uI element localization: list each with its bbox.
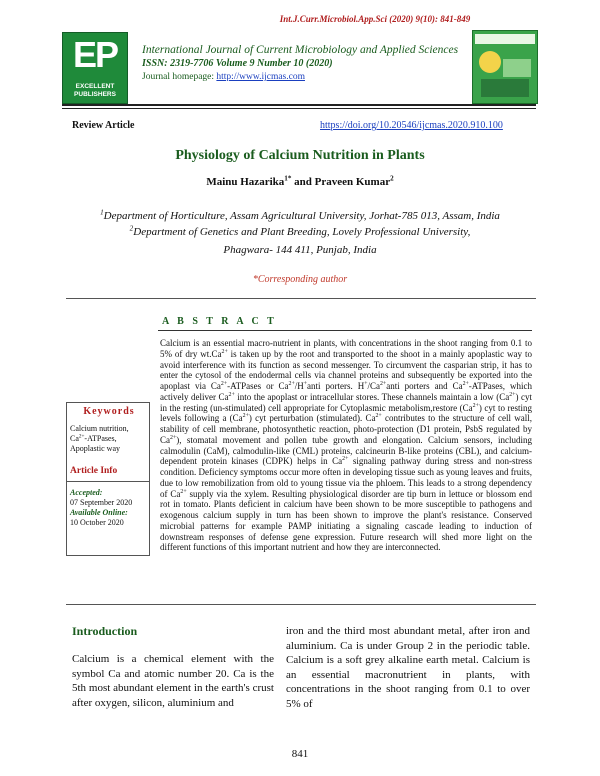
online-label: Available Online: — [70, 508, 128, 517]
page-number: 841 — [291, 748, 309, 760]
author-1-sup: 1* — [284, 174, 292, 183]
aff2-sup: 2 — [129, 224, 134, 233]
corresponding-author: *Corresponding author — [252, 274, 348, 285]
journal-reference: Int.J.Curr.Microbiol.App.Sci (2020) 9(10): 841-849 — [279, 14, 471, 24]
abstract-heading: A B S T R A C T — [162, 316, 277, 327]
journal-homepage — [142, 72, 305, 82]
affiliation-2: $^2$Department of Genetics and Plant Breeding, Lovely Professional University, — [129, 224, 471, 238]
header-rule — [62, 104, 536, 106]
logo-letters: EP — [72, 34, 118, 75]
doi-link[interactable]: https://doi.org/10.20546/ijcmas.2020.910.100 — [320, 120, 503, 131]
introduction-column-2: iron and the third most abundant metal, after iron and aluminium. Ca is under Group 2 in the periodic table. Calcium is a soft grey alkaline earth metal. Calcium is an essential macronutrient in plants, with concentrations in the shoot ranging from 0.1 to over 5% of — [286, 625, 530, 710]
publisher-logo — [62, 32, 128, 104]
homepage-label: Journal homepage: — [142, 72, 217, 82]
journal-title: International Journal of Current Microbiology and Applied Sciences — [142, 44, 459, 56]
abstract-frame-top — [66, 298, 536, 299]
author-1: Mainu Hazarika — [206, 176, 285, 188]
author-2: Praveen Kumar — [314, 176, 391, 188]
paper-title: Physiology of Calcium Nutrition in Plants — [175, 148, 425, 163]
introduction-heading: Introduction — [72, 624, 138, 638]
keyword-item: Apoplastic way — [70, 444, 120, 453]
article-info-rule — [66, 481, 150, 482]
abstract-text: Calcium is an essential macro-nutrient in plants, with concentrations in the shoot ranging from 0.1 to 5% of dry $wt.Ca^{2+}$ is taken up by the root and transported to the shoot in a mainly apoplastic way to avoid interference with its function as second messenger. To circumvent the casparian strip, it has to enter the cytosol of the endodermal cells via channel proteins and subsequently be exported into the apoplast via $Ca^{2+}$-ATPases or $Ca^{2+}/H^+anti$ porters. $H^+/Ca^{2+}anti$ porters and $Ca^{2+}$-ATPases, which actively deliver $Ca^{2+}$ into the apoplast or intracellular stores. These channels maintain a low $(Ca^{2+})$ cyt in the resting (un-stimulated) cell appropriate for Cytoplasmic metabolism,restore $(Ca^{2+})$ cyt to resting levels following a $(Ca^{2+})$ cyt perturbation (stimulated). $Ca^{2+}$ contributes to the structure of cell wall, stability of cell membrane, photosynthetic reaction, photo-protection (D1 protein, PsbS regulated by $Ca^{2+}$), stomatal movement and pollen tube growth and elongation. Calcium sensors, including calmodulin (CaM), calmodulin-like (CML) proteins, calcineurin B-like proteins (CBL), and calcium-dependent protein kinases (CDPK) helps in $Ca^{2+}$ signaling pathway during stress and non-stress condition. Deficiency symptoms occur more often in developing tissue such as young leaves and fruits, due to low remobilization from old to young tissue via the phloem. This leads to a strong dependency of $Ca^{2+}$ supply via the xylem. Resulting physiological disorder are tip burn in lettuce or blossom end rot in tomato. Plants deficient in calcium have been shown to be more susceptible to pathogens and exogenous calcium supply in turn has been shown to improve the plant's resistance. Conserved microbial patterns for example PAMP initiating a signaling cascade leading to induction of downstream responses of defense gene expression. Future research will shed more light on the different functions of this important nutrient and how they are interconnected. — [160, 338, 532, 553]
author-and: and — [291, 176, 315, 188]
authors — [0, 176, 600, 188]
issn-line: ISSN: 2319-7706 Volume 9 Number 10 (2020) — [142, 58, 333, 69]
homepage-link[interactable]: http://www.ijcmas.com — [216, 72, 305, 82]
keyword-item: $Ca^{2+}$-ATPases, — [70, 433, 117, 443]
online-date: 10 October 2020 — [70, 518, 124, 527]
introduction-column-1: Calcium is a chemical element with the symbol Ca and atomic number 20. Ca is the 5th most abundant element in the earth's crust after oxygen, silicon, aluminium and — [72, 653, 274, 709]
keyword-item: Calcium nutrition, — [70, 424, 129, 433]
author-2-sup: 2 — [390, 174, 394, 183]
abstract-rule — [158, 330, 532, 331]
keywords-list — [70, 424, 148, 454]
journal-cover-thumbnail — [472, 30, 538, 104]
header-rule-thin — [62, 108, 536, 109]
accepted-label: Accepted: — [70, 488, 103, 497]
affiliation-1: $^1$Department of Horticulture, Assam Agricultural University, Jorhat-785 013, Assam, India — [100, 208, 500, 222]
article-type: Review Article — [72, 120, 135, 131]
article-info-heading: Article Info — [70, 466, 118, 476]
accepted-date: 07 September 2020 — [70, 498, 133, 507]
affiliation-2-line2: Phagwara- 144 411, Punjab, India — [223, 244, 377, 256]
keywords-heading: Keywords — [83, 406, 135, 417]
aff1-sup: 1 — [100, 208, 104, 217]
article-info — [70, 488, 148, 528]
abstract-frame-bottom — [66, 604, 536, 605]
logo-caption: EXCELLENT PUBLISHERS — [74, 83, 116, 98]
